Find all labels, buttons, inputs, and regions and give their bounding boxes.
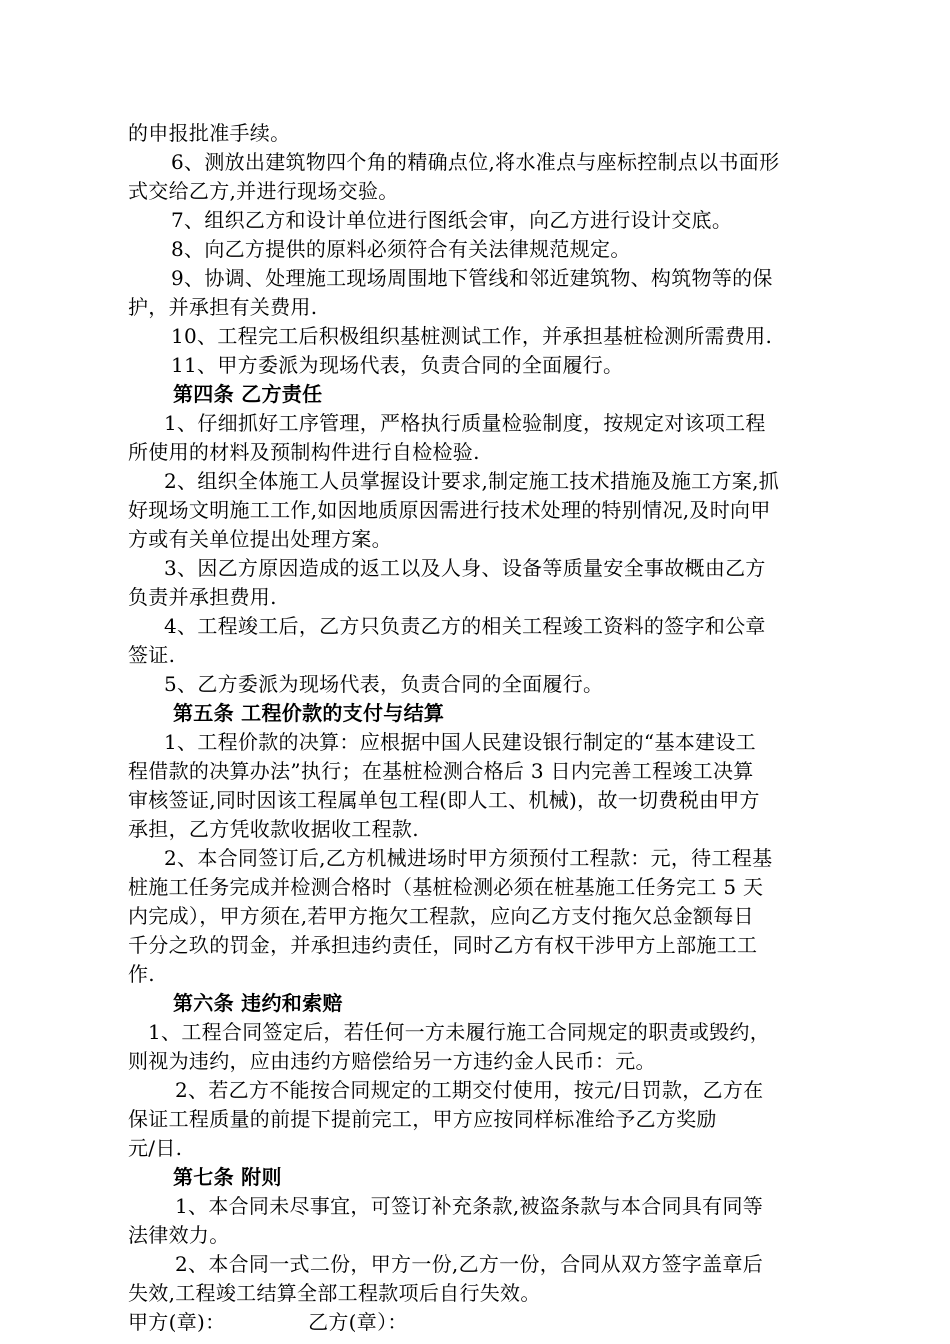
text-line: 2、本合同一式二份，甲方一份,乙方一份，合同从双方签字盖章后	[175, 1252, 764, 1276]
text-line: 失效,工程竣工结算全部工程款项后自行失效。	[128, 1281, 541, 1305]
text-line: 审核签证,同时因该工程属单包工程(即人工、机械)，故一切费税由甲方	[128, 788, 760, 812]
text-line: 好现场文明施工工作,如因地质原因需进行技术处理的特别情况,及时向甲	[128, 498, 771, 522]
signature-line	[128, 1308, 408, 1336]
text-line: 2、本合同签订后,乙方机械进场时甲方须预付工程款：元，待工程基	[164, 846, 773, 870]
section-heading: 第六条 违约和索赔	[173, 991, 343, 1015]
text-line: 11、甲方委派为现场代表，负责合同的全面履行。	[171, 353, 624, 377]
text-line: 程借款的决算办法”执行；在基桩检测合格后 3 日内完善工程竣工决算	[128, 759, 754, 783]
text-line: 式交给乙方,并进行现场交验。	[128, 179, 399, 203]
section-heading: 第七条 附则	[173, 1165, 282, 1189]
text-line: 则视为违约，应由违约方赔偿给另一方违约金人民币：元。	[128, 1049, 656, 1073]
text-line: 所使用的材料及预制构件进行自检检验.	[128, 440, 480, 464]
text-line: 保证工程质量的前提下提前完工，甲方应按同样标准给予乙方奖励	[128, 1107, 717, 1131]
text-line: 1、工程价款的决算：应根据中国人民建设银行制定的“基本建设工	[164, 730, 756, 754]
text-line: 7、组织乙方和设计单位进行图纸会审，向乙方进行设计交底。	[171, 208, 733, 232]
text-line: 3、因乙方原因造成的返工以及人身、设备等质量安全事故概由乙方	[164, 556, 766, 580]
text-line: 法律效力。	[128, 1223, 230, 1247]
text-line: 1、仔细抓好工序管理，严格执行质量检验制度，按规定对该项工程	[164, 411, 766, 435]
section-heading: 第四条 乙方责任	[173, 382, 323, 406]
text-line: 签证.	[128, 643, 176, 667]
text-line: 9、协调、处理施工现场周围地下管线和邻近建筑物、构筑物等的保	[171, 266, 773, 290]
text-line: 2、若乙方不能按合同规定的工期交付使用，按元/日罚款，乙方在	[175, 1078, 764, 1102]
text-line: 1、工程合同签定后，若任何一方未履行施工合同规定的职责或毁约，	[148, 1020, 771, 1044]
section-heading: 第五条 工程价款的支付与结算	[173, 701, 445, 725]
text-line: 1、本合同未尽事宜，可签订补充条款,被盗条款与本合同具有同等	[175, 1194, 764, 1218]
text-line: 作.	[128, 962, 155, 986]
text-line: 桩施工任务完成并检测合格时（基桩检测必须在桩基施工任务完工 5 天	[128, 875, 764, 899]
text-line: 4、工程竣工后，乙方只负责乙方的相关工程竣工资料的签字和公章	[164, 614, 766, 638]
text-line: 8、向乙方提供的原料必须符合有关法律规范规定。	[171, 237, 631, 261]
party-a-seal-label: 甲方(章)：	[128, 1310, 226, 1334]
party-b-seal-label: 乙方(章）：	[308, 1310, 408, 1334]
text-line: 10、工程完工后积极组织基桩测试工作，并承担基桩检测所需费用.	[171, 324, 773, 348]
text-line: 护，并承担有关费用.	[128, 295, 318, 319]
text-line: 元/日.	[128, 1136, 183, 1160]
text-line: 千分之玖的罚金，并承担违约责任，同时乙方有权干涉甲方上部施工工	[128, 933, 758, 957]
text-line: 2、组织全体施工人员掌握设计要求,制定施工技术措施及施工方案,抓	[164, 469, 780, 493]
text-line: 方或有关单位提出处理方案。	[128, 527, 392, 551]
text-line: 承担，乙方凭收款收据收工程款.	[128, 817, 419, 841]
text-line: 内完成），甲方须在,若甲方拖欠工程款，应向乙方支付拖欠总金额每日	[128, 904, 754, 928]
text-line: 负责并承担费用.	[128, 585, 277, 609]
text-line: 5、乙方委派为现场代表，负责合同的全面履行。	[164, 672, 604, 696]
text-line: 6、测放出建筑物四个角的精确点位,将水准点与座标控制点以书面形	[171, 150, 780, 174]
text-line: 的申报批准手续。	[128, 121, 291, 145]
